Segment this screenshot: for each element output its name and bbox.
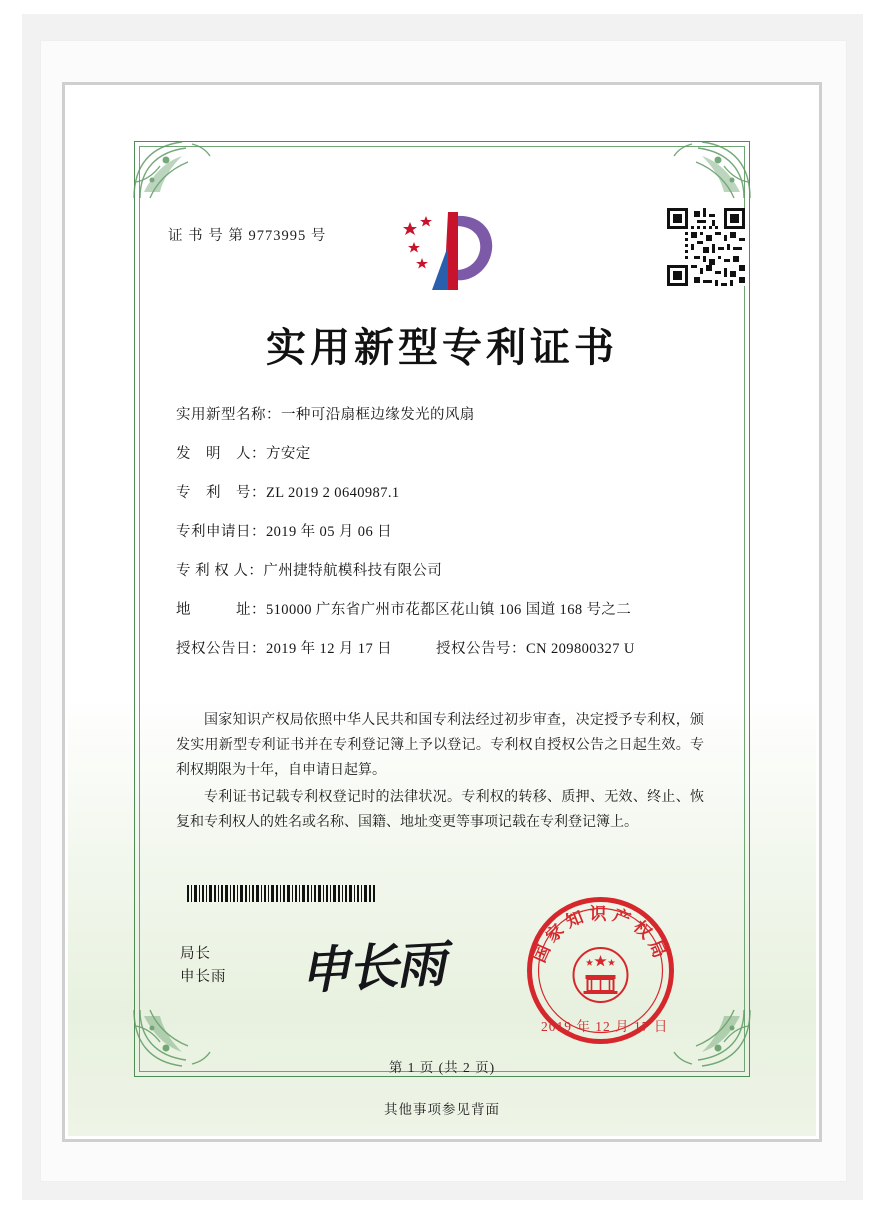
- grant-date-value: 2019 年 12 月 17 日: [266, 641, 393, 657]
- field-value: 广州捷特航模科技有限公司: [263, 563, 443, 579]
- field-value: 一种可沿扇框边缘发光的风扇: [281, 407, 475, 423]
- field-value: 2019 年 05 月 06 日: [266, 524, 393, 540]
- field-row-application-date: [176, 523, 696, 541]
- paragraph-2: 专利证书记载专利权登记时的法律状况。专利权的转移、质押、无效、终止、恢复和专利权人的姓名或名称、国籍、地址变更等事项记载在专利登记簿上。: [176, 790, 704, 830]
- signature-block: [180, 943, 227, 989]
- grant-number-label: 授权公告号：: [436, 641, 527, 657]
- certificate-fields: [176, 406, 696, 679]
- corner-ornament-icon: [668, 136, 754, 202]
- field-label: 专 利 号：: [176, 485, 266, 501]
- field-label: 地 址：: [176, 602, 266, 618]
- corner-ornament-icon: [130, 136, 216, 202]
- grant-date-label: 授权公告日：: [176, 641, 266, 657]
- back-side-note: 其他事项参见背面: [384, 1102, 500, 1117]
- paragraph-1: 国家知识产权局依照中华人民共和国专利法经过初步审查，决定授予专利权，颁发实用新型专利证书并在专利登记簿上予以登记。专利权自授权公告之日起生效。专利权期限为十年，自申请日起算。: [176, 713, 704, 778]
- director-name-label: 申长雨: [180, 969, 227, 985]
- handwritten-signature: 申长雨: [298, 934, 446, 1001]
- field-label: 实用新型名称：: [176, 407, 281, 423]
- field-row-patentee: [176, 562, 696, 580]
- director-title-label: 局长: [180, 946, 211, 962]
- patent-certificate-page: [68, 88, 816, 1136]
- page-title: 实用新型专利证书: [266, 324, 618, 371]
- page-indicator: 第 1 页 (共 2 页): [388, 1060, 496, 1075]
- barcode-icon: [187, 885, 377, 902]
- cnipa-logo-icon: [398, 206, 508, 296]
- field-row-inventor: [176, 445, 696, 463]
- field-value: 510000 广东省广州市花都区花山镇 106 国道 168 号之二: [266, 602, 632, 618]
- field-label: 专利申请日：: [176, 524, 266, 540]
- field-row-grant-announcement: [176, 640, 696, 658]
- svg-text:国家知识产权局: 国家知识产权局: [529, 904, 672, 966]
- field-label: 专 利 权 人：: [176, 563, 264, 579]
- field-row-address: [176, 601, 696, 619]
- field-row-utility-model-name: [176, 406, 696, 424]
- seal-date: 2019 年 12 月 17 日: [541, 1019, 669, 1034]
- field-value: 方安定: [266, 446, 311, 462]
- certificate-number: 证 书 号 第 9773995 号: [168, 228, 327, 244]
- field-label: 发 明 人：: [176, 446, 266, 462]
- legal-text: [176, 708, 704, 837]
- field-value: ZL 2019 2 0640987.1: [266, 485, 400, 501]
- field-row-patent-number: [176, 484, 696, 502]
- grant-number-value: CN 209800327 U: [526, 641, 635, 657]
- qr-code-icon: [667, 208, 745, 286]
